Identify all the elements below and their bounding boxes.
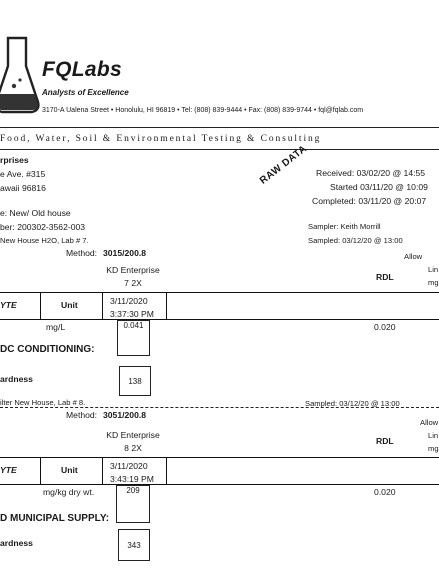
result-value: 209	[126, 486, 140, 495]
unit-header: Unit	[61, 465, 78, 475]
analysis-time: 3:43:19 PM	[110, 474, 154, 484]
limit-header: Lin	[428, 265, 439, 274]
column-divider	[166, 293, 167, 319]
client-city: awaii 96816	[0, 183, 46, 193]
hardness-label: ardness	[0, 374, 33, 384]
column-divider	[40, 458, 41, 484]
hardness-value-box	[118, 529, 150, 561]
rdl-header: RDL	[376, 272, 394, 282]
raw-data-stamp: RAW DATA	[258, 143, 310, 187]
hardness-value-box	[119, 366, 151, 396]
analyte-header: YTE	[0, 465, 17, 475]
column-divider	[166, 458, 167, 484]
analysis-date: 3/11/2020	[110, 461, 148, 471]
sampler-name: Sampler: Keith Morrill	[308, 222, 381, 231]
column-divider	[102, 293, 103, 319]
hardness-value: 138	[128, 376, 142, 386]
table-rule	[0, 484, 439, 485]
rdl-value: 0.020	[374, 487, 396, 497]
column-divider	[40, 293, 41, 319]
analysis-time: 3:37:30 PM	[110, 309, 154, 319]
services-line: Food, Water, Soil & Environmental Testing & Consulting	[0, 134, 322, 144]
sampled-date: Sampled: 03/12/20 @ 13:00	[305, 399, 400, 408]
rdl-value: 0.020	[374, 322, 396, 332]
sample-description: New House H2O, Lab # 7.	[0, 236, 89, 245]
flask-logo-icon	[0, 36, 40, 116]
hardness-value: 343	[127, 540, 141, 550]
header-rule-bottom	[0, 149, 439, 150]
result-value: 0.041	[123, 321, 144, 330]
result-value-box	[116, 485, 150, 523]
hardness-label: ardness	[0, 538, 33, 548]
client-name: rprises	[0, 155, 29, 165]
result-unit: mg/kg dry wt.	[43, 487, 95, 497]
method-value: 3051/200.8	[103, 410, 147, 420]
analyte-header: YTE	[0, 300, 17, 310]
client-column-name: KD Enterprise	[106, 265, 160, 275]
analysis-date: 3/11/2020	[110, 296, 148, 306]
allowable-header: Allow	[404, 252, 423, 261]
result-unit: mg/L	[46, 322, 66, 332]
table-rule	[0, 319, 439, 320]
section-heading: DC CONDITIONING:	[0, 344, 95, 355]
rdl-header: RDL	[376, 436, 394, 446]
method-value: 3015/200.8	[103, 248, 147, 258]
section-heading: D MUNICIPAL SUPPLY:	[0, 513, 110, 524]
unit-header: Unit	[61, 300, 78, 310]
method-label: Method:	[66, 410, 98, 420]
result-value-box	[117, 320, 150, 356]
completed-date: Completed: 03/11/20 @ 20:07	[312, 196, 427, 206]
client-column-name: KD Enterprise	[106, 430, 160, 440]
sample-number: 8 2X	[124, 443, 142, 453]
sample-number: 7 2X	[124, 278, 142, 288]
received-date: Received: 03/02/20 @ 14:55	[316, 168, 426, 178]
allowable-header: Allow	[420, 418, 439, 427]
started-date: Started 03/11/20 @ 10:09	[330, 182, 428, 192]
client-street: e Ave. #315	[0, 169, 46, 179]
limit-header: Lin	[428, 431, 439, 440]
brand-name: FQLabs	[42, 58, 122, 81]
limit-unit-header: mg	[428, 444, 439, 453]
brand-tagline: Analysts of Excellence	[42, 88, 129, 97]
section-rule	[0, 407, 439, 408]
sample-description: ilter New House, Lab # 8.	[0, 398, 86, 407]
column-divider	[102, 458, 103, 484]
table-rule	[0, 457, 439, 458]
limit-unit-header: mg	[428, 278, 439, 287]
project-number: ber: 200302-3562-003	[0, 222, 86, 232]
method-label: Method:	[66, 248, 98, 258]
table-rule	[0, 292, 439, 293]
sampled-date: Sampled: 03/12/20 @ 13:00	[308, 236, 403, 245]
lab-address: 3170-A Ualena Street • Honolulu, HI 96819 • Tel: (808) 839-9444 • Fax: (808) 839-9744 • fql@fqlab.com	[42, 107, 364, 114]
header-rule-top	[0, 127, 439, 128]
project-name: e: New/ Old house	[0, 208, 71, 218]
